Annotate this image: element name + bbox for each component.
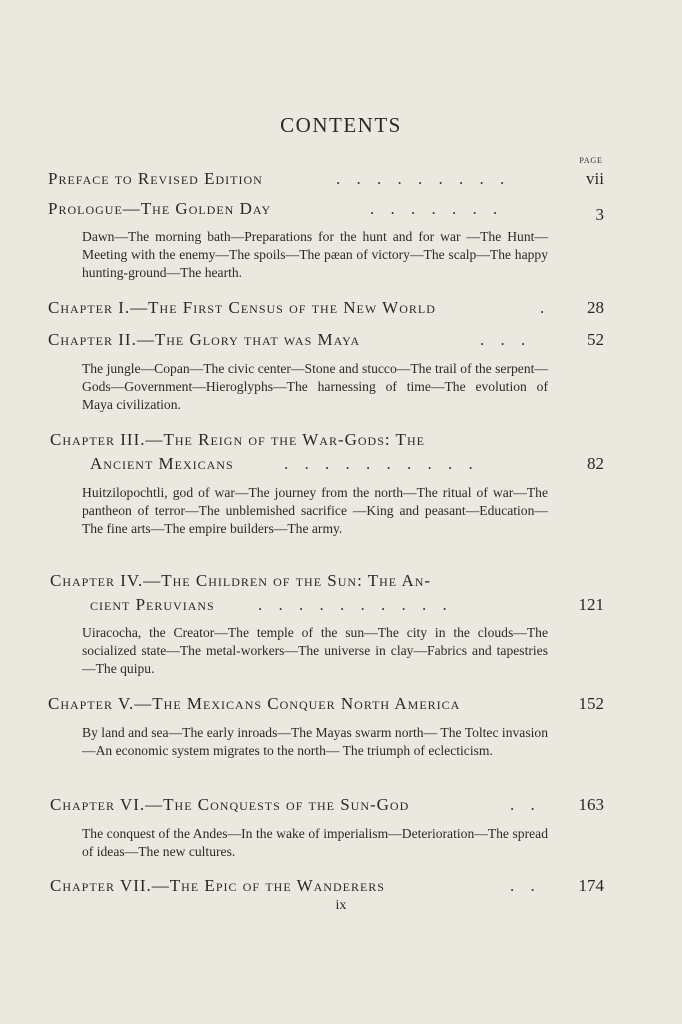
toc-line (48, 692, 604, 716)
leader-dots: . . . . . . . . . . (284, 454, 479, 473)
leader-dots: . . . . . . . . . (336, 169, 511, 188)
leader-dots: . . . . . . . . . . (258, 595, 453, 614)
leader-dots: . (540, 298, 551, 317)
page-number: 3 (595, 205, 604, 224)
entry-title: Chapter VI.—The Conquests of the Sun-God (50, 795, 410, 814)
entry-description: Dawn—The morning bath—Preparations for the hunt and for war —The Hunt—Meeting with the enemy—The spoils—The pæan of victory—The scalp—The happy hunting-ground—The hearth. (82, 229, 548, 280)
toc-line (48, 452, 604, 476)
toc-entry-chapter-2 (48, 328, 604, 352)
page-column-label: PAGE (579, 156, 603, 165)
entry-title: Chapter VII.—The Epic of the Wanderers (50, 876, 385, 895)
entry-title: Chapter I.—The First Census of the New World (48, 298, 436, 317)
entry-description: The conquest of the Andes—In the wake of imperialism—Deterioration—The spread of ideas—The new cultures. (82, 826, 548, 859)
page-title: CONTENTS (280, 113, 402, 137)
toc-line (48, 874, 604, 898)
page-number: 82 (587, 454, 604, 473)
toc-entry-chapter-7 (48, 874, 604, 898)
entry-title: Chapter III.—The Reign of the War-Gods: The (50, 430, 425, 449)
entry-description: Uiracocha, the Creator—The temple of the sun—The city in the clouds—The socialized state—The metal-workers—The universe in clay—Fabrics and tapestries—The quipu. (82, 625, 548, 676)
entry-title: Chapter II.—The Glory that was Maya (48, 330, 361, 349)
toc-entry-chapter-1 (48, 296, 604, 320)
page-number: 152 (578, 694, 604, 713)
entry-title-continued: cient Peruvians (90, 595, 215, 614)
leader-dots: . . (510, 876, 541, 895)
entry-title: Preface to Revised Edition (48, 169, 263, 188)
toc-entry-chapter-6 (48, 793, 604, 817)
entry-title: Chapter V.—The Mexicans Conquer North America (48, 694, 461, 713)
toc-entry-prologue (48, 197, 604, 224)
toc-line (48, 328, 604, 352)
page-folio-number: ix (335, 898, 347, 913)
entry-description: Huitzilopochtli, god of war—The journey from the north—The ritual of war—The pantheon of terror—The unblemished sacrifice —King and peasant—Education—The fine arts—The empire builders—The army. (82, 485, 548, 536)
page-number: vii (586, 169, 604, 188)
leader-dots: . . . (480, 330, 532, 349)
entry-description: By land and sea—The early inroads—The Mayas swarm north— The Toltec invasion—An economic system migrates to the north— The triumph of eclecticism. (82, 725, 548, 758)
toc-entry-preface (48, 167, 604, 191)
page-number: 174 (578, 876, 604, 895)
toc-entry-chapter-4 (48, 569, 604, 617)
toc-entry-chapter-3 (48, 428, 604, 476)
entry-title: Prologue—The Golden Day (48, 199, 272, 218)
entry-description: The jungle—Copan—The civic center—Stone and stucco—The trail of the serpent—Gods—Government—Hieroglyphs—The harnessing of time—The evolution of Maya civilization. (82, 361, 548, 412)
entry-title-continued: Ancient Mexicans (90, 454, 234, 473)
entry-title: Chapter IV.—The Children of the Sun: The An- (50, 571, 432, 590)
toc-line (48, 793, 604, 817)
page-number: 52 (587, 330, 604, 349)
toc-line (48, 593, 604, 617)
page-number: 28 (587, 298, 604, 317)
toc-line (48, 197, 604, 224)
page-number: 121 (578, 595, 604, 614)
leader-dots: . . . . . . . (370, 199, 504, 218)
toc-line (48, 167, 604, 191)
toc-line (48, 569, 604, 593)
toc-line (48, 428, 604, 452)
toc-line (48, 296, 604, 320)
toc-entry-chapter-5 (48, 692, 604, 716)
leader-dots: . . (510, 795, 541, 814)
page-number: 163 (578, 795, 604, 814)
